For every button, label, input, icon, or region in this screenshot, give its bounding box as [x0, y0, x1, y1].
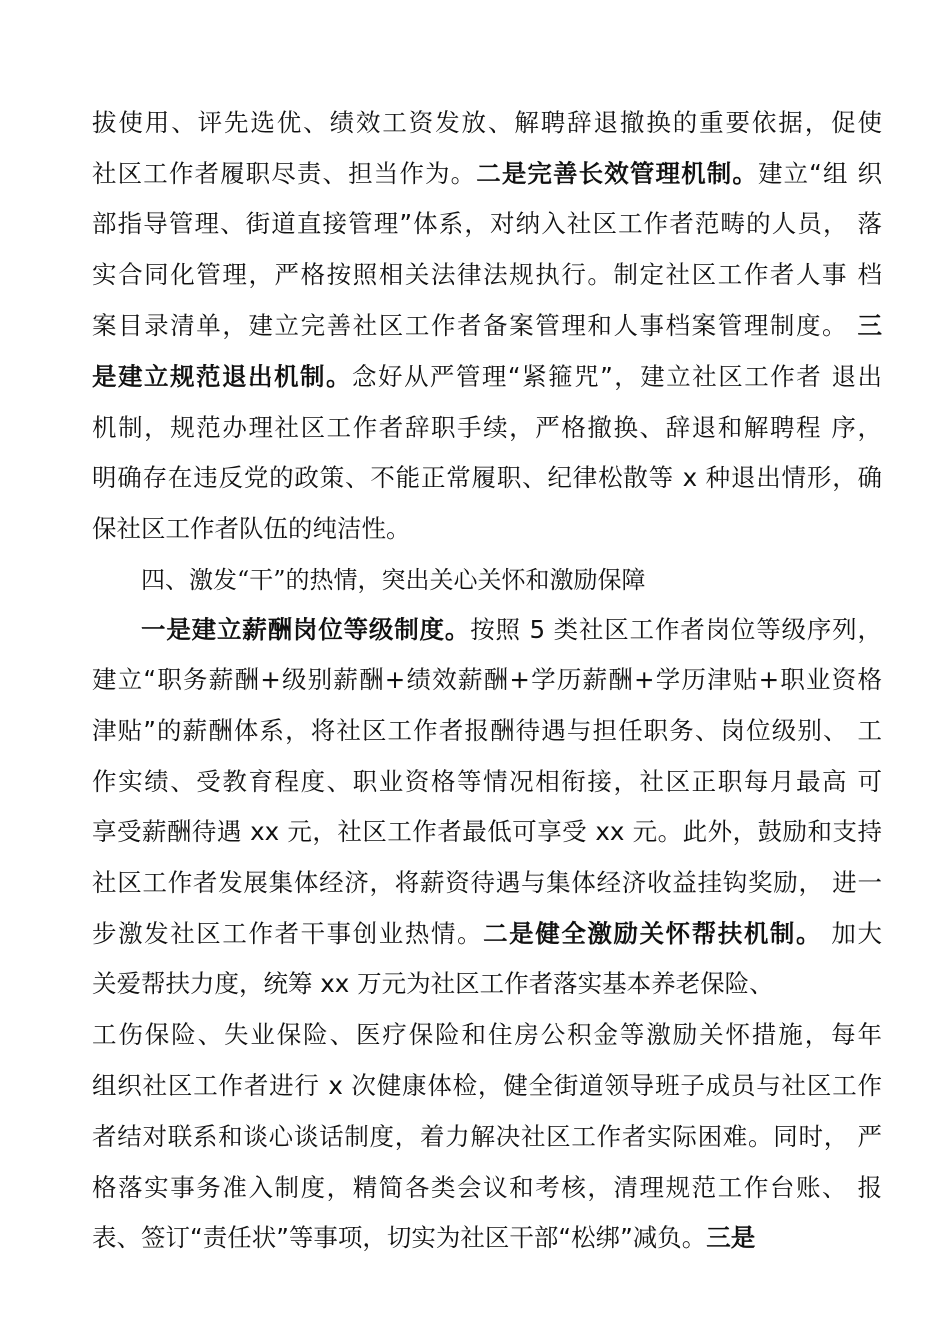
paragraph-line — [92, 917, 882, 951]
text-run: 社区工作者履职尽责、担当作为。 — [92, 159, 477, 188]
bold-heading-run: 三是 — [706, 1223, 756, 1252]
paragraph-line — [92, 1069, 882, 1103]
text-run: 格落实事务准入制度，精简各类会议和考核，清理规范工作台账、 报 — [92, 1173, 882, 1202]
text-run: 实合同化管理，严格按照相关法律法规执行。制定社区工作者人事 档 — [92, 260, 882, 289]
paragraph-line — [92, 1221, 882, 1255]
paragraph-line — [92, 1171, 882, 1205]
text-run: 四、激发“干”的热情，突出关心关怀和激励保障 — [141, 566, 646, 594]
paragraph-line — [92, 106, 882, 140]
text-run: 表、签订“责任状”等事项，切实为社区干部“松绑”减负。 — [92, 1223, 707, 1252]
text-run: 作实绩、受教育程度、职业资格等情况相衔接，社区正职每月最高 可 — [92, 767, 882, 796]
paragraph-line — [92, 714, 882, 748]
section-heading — [141, 563, 882, 597]
text-run: 案目录清单，建立完善社区工作者备案管理和人事档案管理制度。 — [92, 311, 858, 340]
bold-heading-run: 二是完善长效管理机制。 — [476, 159, 758, 188]
text-run: 念好从严管理“紧箍咒”，建立社区工作者 退出 — [351, 362, 882, 391]
text-run: 明确存在违反党的政策、不能正常履职、纪律松散等 x 种退出情形，确 — [92, 463, 882, 492]
paragraph-line — [92, 866, 882, 900]
bold-heading-run: 三 — [857, 311, 882, 340]
bold-heading-run: 二是健全激励关怀帮扶机制。 — [483, 919, 823, 948]
text-run: 享受薪酬待遇 xx 元，社区工作者最低可享受 xx 元。此外，鼓励和支持 — [92, 817, 882, 846]
text-run: 建立“组 织 — [757, 159, 882, 188]
paragraph-line — [141, 613, 882, 647]
text-run: 关爱帮扶力度，统筹 xx 万元为社区工作者落实基本养老保险、 — [92, 969, 774, 998]
paragraph-line — [92, 157, 882, 191]
text-run: 组织社区工作者进行 x 次健康体检，健全街道领导班子成员与社区工作 — [92, 1071, 882, 1100]
paragraph-line — [92, 258, 882, 292]
bold-heading-run: 是建立规范退出机制。 — [92, 362, 352, 391]
text-run: 加大 — [822, 919, 882, 948]
text-run: 者结对联系和谈心谈话制度，着力解决社区工作者实际困难。同时， 严 — [92, 1122, 882, 1151]
bold-heading-run: 一是建立薪酬岗位等级制度。 — [141, 615, 471, 644]
text-run: 机制，规范办理社区工作者辞职手续，严格撤换、辞退和解聘程 序， — [92, 413, 882, 442]
text-run: 建立“职务薪酬+级别薪酬+绩效薪酬+学历薪酬+学历津贴+职业资格 — [92, 665, 882, 694]
text-run: 按照 5 类社区工作者岗位等级序列， — [470, 615, 882, 644]
text-run: 部指导管理、街道直接管理”体系，对纳入社区工作者范畴的人员， 落 — [92, 209, 882, 238]
paragraph-line — [92, 815, 882, 849]
paragraph-line — [92, 360, 882, 394]
text-run: 保社区工作者队伍的纯洁性。 — [92, 514, 411, 543]
text-run: 津贴”的薪酬体系，将社区工作者报酬待遇与担任职务、岗位级别、 工 — [92, 716, 882, 745]
paragraph-line — [92, 1120, 882, 1154]
paragraph-line — [92, 663, 882, 697]
text-run: 社区工作者发展集体经济，将薪资待遇与集体经济收益挂钩奖励， 进一 — [92, 868, 882, 897]
paragraph-line — [92, 1018, 882, 1052]
paragraph-line — [92, 765, 882, 799]
paragraph-line — [92, 207, 882, 241]
text-run: 拔使用、评先选优、绩效工资发放、解聘辞退撤换的重要依据，促使 — [92, 108, 882, 137]
paragraph-line — [92, 512, 882, 546]
text-run: 步激发社区工作者干事创业热情。 — [92, 919, 484, 948]
paragraph-line — [92, 411, 882, 445]
paragraph-line — [92, 967, 882, 1001]
paragraph-line — [92, 461, 882, 495]
paragraph-line — [92, 309, 882, 343]
text-run: 工伤保险、失业保险、医疗保险和住房公积金等激励关怀措施，每年 — [92, 1020, 882, 1049]
